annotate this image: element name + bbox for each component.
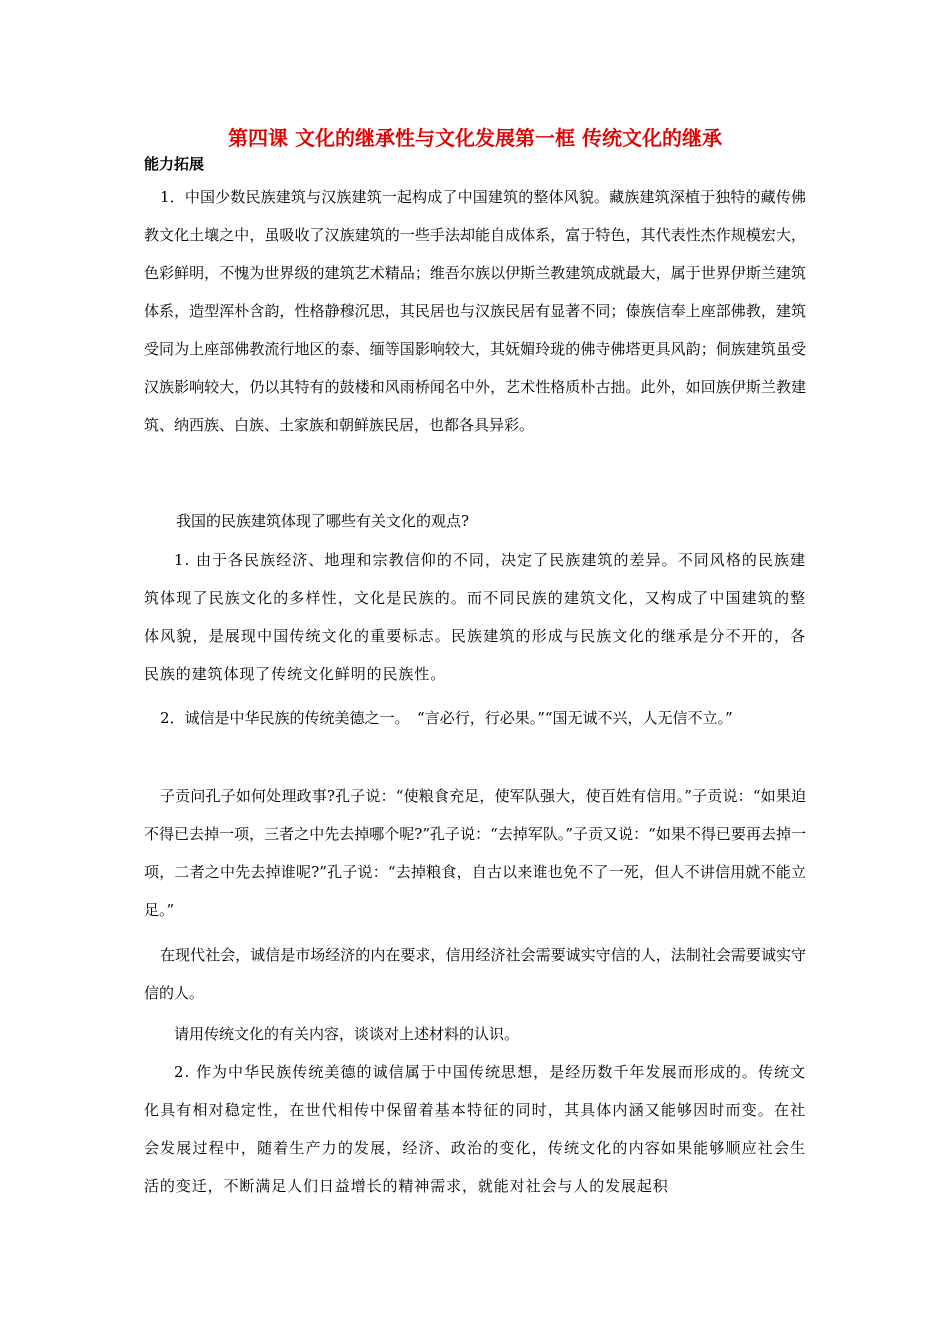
question-2-modern-paragraph: 在现代社会，诚信是市场经济的内在要求，信用经济社会需要诚实守信的人，法制社会需要诚实守信的人。 (144, 946, 806, 1002)
section-heading: 能力拓展 (144, 155, 205, 173)
question-1-paragraph: 1．中国少数民族建筑与汉族建筑一起构成了中国建筑的整体风貌。藏族建筑深植于独特的藏传佛教文化土壤之中，虽吸收了汉族建筑的一些手法却能自成体系，富于特色，其代表性杰作规模宏大，色彩鲜明，不愧为世界级的建筑艺术精品；维吾尔族以伊斯兰教建筑成就最大，属于世界伊斯兰建筑体系，造型浑朴含韵，性格静穆沉思，其民居也与汉族民居有显著不同；傣族信奉上座部佛教，建筑受同为上座部佛教流行地区的泰、缅等国影响较大，其妩媚玲珑的佛寺佛塔更具风韵；侗族建筑虽受汉族影响较大，仍以其特有的鼓楼和风雨桥闻名中外，艺术性格质朴古拙。此外，如回族伊斯兰教建筑、纳西族、白族、土家族和朝鲜族民居，也都各具异彩。 (144, 188, 806, 434)
question-2-prompt: 请用传统文化的有关内容，谈谈对上述材料的认识。 (174, 1025, 520, 1043)
answer-1-paragraph: 1. 由于各民族经济、地理和宗教信仰的不同，决定了民族建筑的差异。不同风格的民族建筑体现了民族文化的多样性，文化是民族的。而不同民族的建筑文化，又构成了中国建筑的整体风貌，是展现中国传统文化的重要标志。民族建筑的形成与民族文化的继承是分不开的，各民族的建筑体现了传统文化鲜明的民族性。 (144, 551, 806, 683)
question-1-prompt: 我国的民族建筑体现了哪些有关文化的观点? (176, 512, 470, 530)
question-2-story-paragraph: 子贡问孔子如何处理政事?孔子说：“使粮食充足，使军队强大，使百姓有信用。”子贡说：“如果迫不得已去掉一项，三者之中先去掉哪个呢?”孔子说：“去掉军队。”子贡又说：“如果不得已要再去掉一项，二者之中先去掉谁呢?”孔子说：“去掉粮食，自古以来谁也免不了一死，但人不讲信用就不能立足。” (144, 787, 806, 919)
page-title: 第四课 文化的继承性与文化发展第一框 传统文化的继承 (228, 126, 722, 150)
answer-2-paragraph: 2. 作为中华民族传统美德的诚信属于中国传统思想，是经历数千年发展而形成的。传统文化具有相对稳定性，在世代相传中保留着基本特征的同时，其具体内涵又能够因时而变。在社会发展过程中，随着生产力的发展，经济、政治的变化，传统文化的内容如果能够顺应社会生活的变迁，不断满足人们日益增长的精神需求，就能对社会与人的发展起积 (144, 1063, 806, 1195)
question-2-paragraph: 2．诚信是中华民族的传统美德之一。 “言必行，行必果。”“国无诚不兴，人无信不立。” (160, 709, 733, 727)
